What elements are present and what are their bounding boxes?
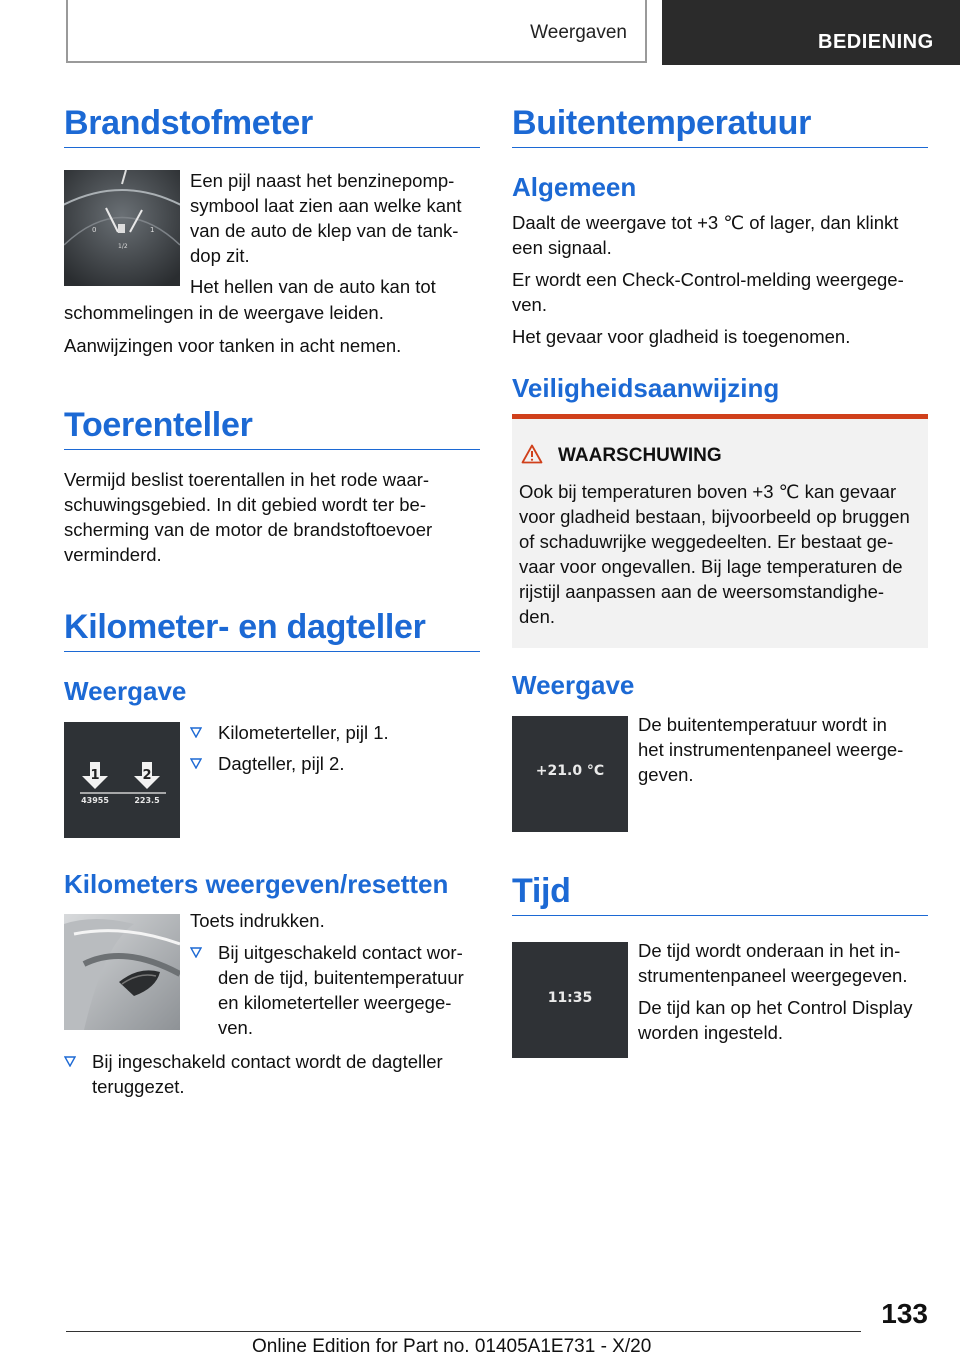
bullet-triangle-icon [190,757,202,769]
list-item: Bij uitgeschakeld contact wor- den de tijd, buitentemperatuur en kilometerteller weergege- ven. [190,940,482,1040]
fuel-pump-icon [118,224,125,233]
gauge-label-one: 1 [150,226,155,234]
odometer-image [64,722,180,838]
list-item: Dagteller, pijl 2. [190,751,480,776]
heading-toerenteller: Toerenteller [64,406,253,444]
heading-rule [64,651,480,652]
fuel-paragraph-1: Een pijl naast het benzinepomp- symbool laat zien aan welke kant van de auto de klep van de tank- dop zit. [190,170,462,266]
odo-bullet-3 [190,940,482,1040]
odometer-arrow-2-label: 2 [142,768,152,783]
footer-rule [66,1331,861,1332]
fuel-paragraph-2a: Het hellen van de auto kan tot [190,276,436,297]
heading-buitentemperatuur: Buitentemperatuur [512,104,812,142]
time-paragraphs: De tijd wordt onderaan in het in- strumentenpaneel weergegeven. De tijd kan op het Control Display worden ingesteld. [638,940,913,1043]
warning-text: Ook bij temperaturen boven +3 ℃ kan gevaar voor gladheid bestaan, bijvoorbeeld op bruggen of schaduwrijke weggedeelten. Er bestaat ge- vaar voor ongevallen. Bij lage temperaturen de rijstijl aanpassen aan de weersomstandighe- den. [519,481,910,627]
fuel-paragraph-3: Aanwijzingen voor tanken in acht nemen. [64,335,402,356]
list-item: Kilometerteller, pijl 1. [190,720,480,745]
subheading-weergave-right: Weergave [512,670,635,700]
bullet-triangle-icon [190,946,202,958]
subheading-veiligheidsaanwijzing: Veiligheidsaanwijzing [512,373,780,403]
subheading-algemeen: Algemeen [512,172,637,202]
fuel-gauge-graphic [64,170,180,286]
outside-temp-display-image [512,716,628,832]
odometer-graphic [64,722,180,838]
fuel-gauge-image [64,170,180,286]
heading-kilometer-dagteller: Kilometer- en dagteller [64,608,426,646]
heading-tijd: Tijd [512,872,571,910]
header-chapter-label: BEDIENING [818,31,934,53]
page-number: 133 [881,1298,928,1329]
trip-meter-value: 223.5 [134,796,160,805]
header-section-title: Weergaven [530,22,627,43]
odo-bullet-4 [64,1049,484,1099]
heading-rule [512,147,928,148]
warning-box [512,414,928,648]
header-section-box [66,0,647,63]
warning-triangle-icon [521,444,543,464]
heading-rule [512,915,928,916]
heading-rule [64,449,480,450]
fuel-paragraph-2b: schommelingen in de weergave leiden. [64,302,384,323]
list-item: Bij ingeschakeld contact wordt de dagteller teruggezet. [64,1049,484,1099]
heading-rule [64,147,480,148]
time-display-image [512,942,628,1058]
odometer-total-value: 43955 [81,796,109,805]
gauge-label-half: 1/2 [118,243,128,250]
edition-text: Online Edition for Part no. 01405A1E731 - X/20 [252,1336,652,1357]
odometer-arrow-1-label: 1 [90,768,100,783]
outside-paragraphs: Daalt de weergave tot +3 ℃ of lager, dan klinkt een signaal. Er wordt een Check-Control-melding weergege- ven. Het gevaar voor gladheid is toegenomen. [512,212,904,347]
reset-button-image [64,914,180,1030]
odo-bullet-list [190,720,480,776]
subheading-weergave: Weergave [64,676,187,706]
header-chapter-tab [662,0,960,65]
outside-display-text: De buitentemperatuur wordt in het instrumentenpaneel weerge- geven. [638,714,904,785]
bullet-triangle-icon [190,726,202,738]
press-button-text: Toets indrukken. [190,910,325,931]
bullet-triangle-icon [64,1055,76,1067]
time-value: 11:35 [547,990,593,1006]
subheading-kilometers-resetten: Kilometers weergeven/resetten [64,869,449,899]
reset-button-graphic [64,914,180,1030]
heading-brandstofmeter: Brandstofmeter [64,104,313,142]
gauge-label-zero: 0 [92,226,97,234]
rev-paragraph: Vermijd beslist toerentallen in het rode waar- schuwingsgebied. In dit gebied wordt ter be- scherming van de motor de brandstoftoevoer verminderd. [64,469,433,565]
outside-temp-value: +21.0 °C [535,763,605,779]
warning-title: WAARSCHUWING [558,445,722,466]
